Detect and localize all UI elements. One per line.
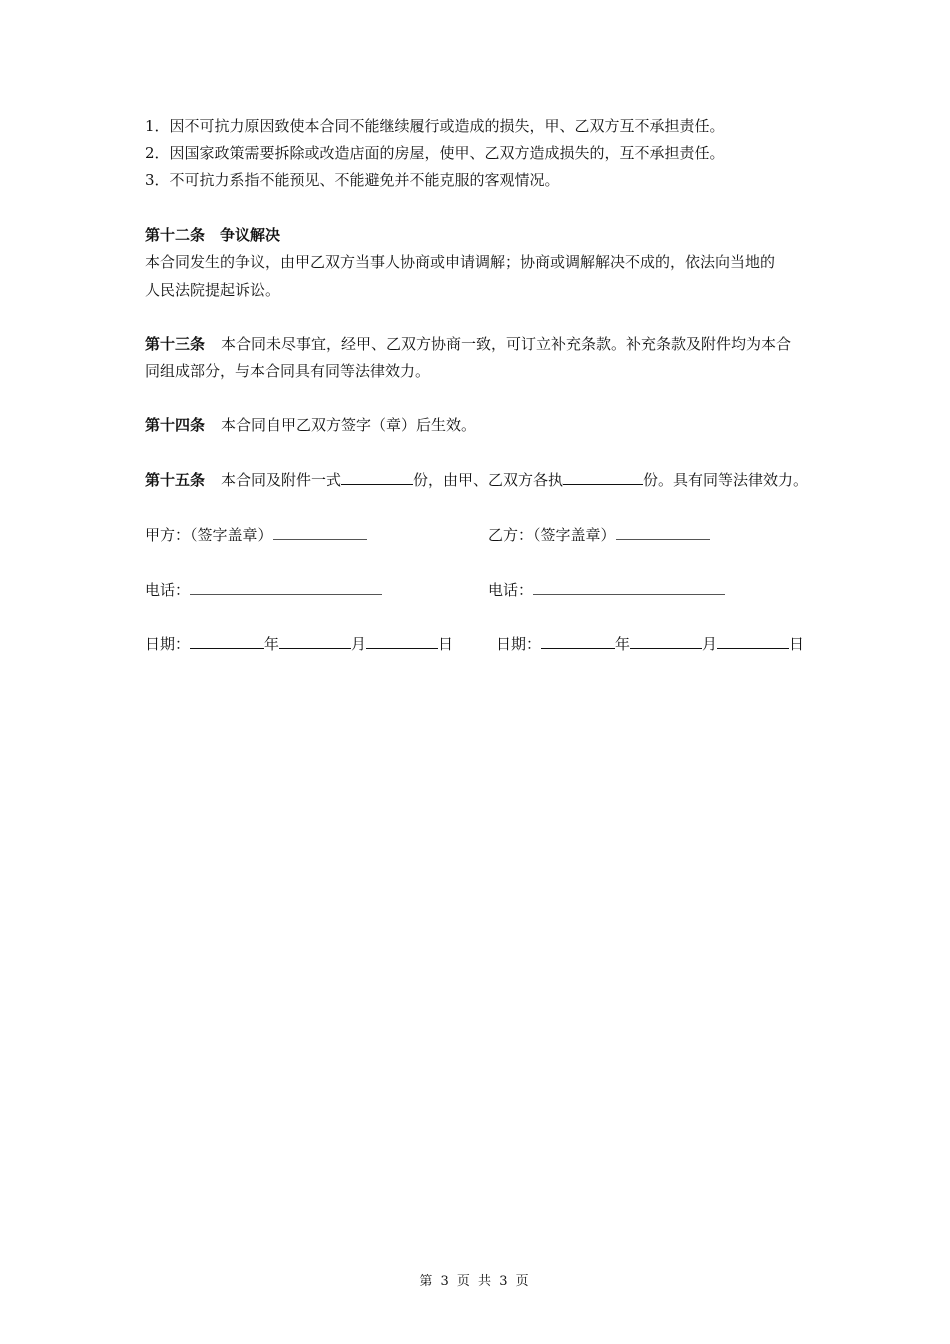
- party-a-label: 甲方：（签字盖章）: [145, 526, 273, 544]
- force-majeure-item-3: 3．不可抗力系指不能预见、不能避免并不能克服的客观情况。: [145, 171, 560, 189]
- party-a-day-label: 日: [438, 635, 454, 653]
- article-12-line-2: 人民法院提起诉讼。: [145, 281, 281, 299]
- party-b-year-blank[interactable]: [541, 634, 615, 649]
- party-a-signature-blank[interactable]: [273, 525, 367, 540]
- article-14-text: 本合同自甲乙双方签字（章）后生效。: [221, 416, 477, 434]
- article-13-line-2: 同组成部分，与本合同具有同等法律效力。: [145, 362, 431, 380]
- party-b-label: 乙方：（签字盖章）: [488, 526, 616, 544]
- party-b-signature: [488, 525, 710, 545]
- party-b-date-label: 日期：: [496, 635, 542, 653]
- party-a-phone: [145, 580, 382, 600]
- article-15: [145, 470, 808, 490]
- party-b-phone: [488, 580, 725, 600]
- party-a-signature: [145, 525, 367, 545]
- party-b-year-label: 年: [615, 635, 631, 653]
- party-b-month-blank[interactable]: [630, 634, 702, 649]
- party-a-phone-label: 电话：: [145, 581, 191, 599]
- force-majeure-item-2: 2．因国家政策需要拆除或改造店面的房屋，使甲、乙双方造成损失的，互不承担责任。: [145, 144, 725, 162]
- party-b-day-blank[interactable]: [717, 634, 789, 649]
- copies-total-blank[interactable]: [341, 470, 413, 485]
- article-14: [145, 415, 476, 435]
- article-15-label: 第十五条: [145, 471, 206, 489]
- article-15-text-a: 本合同及附件一式: [221, 471, 342, 489]
- party-b-day-label: 日: [789, 635, 805, 653]
- party-b-signature-blank[interactable]: [616, 525, 710, 540]
- party-b-phone-label: 电话：: [488, 581, 534, 599]
- article-12-line-1: 本合同发生的争议，由甲乙双方当事人协商或申请调解；协商或调解解决不成的，依法向当地的: [145, 253, 776, 271]
- article-13-line-1: [145, 334, 791, 354]
- article-14-label: 第十四条: [145, 416, 206, 434]
- party-a-month-label: 月: [351, 635, 367, 653]
- party-a-day-blank[interactable]: [366, 634, 438, 649]
- party-a-phone-blank[interactable]: [190, 580, 382, 595]
- article-12-heading: 第十二条 争议解决: [145, 226, 281, 244]
- party-a-year-blank[interactable]: [190, 634, 264, 649]
- copies-each-blank[interactable]: [563, 470, 643, 485]
- article-13-text: 本合同未尽事宜，经甲、乙双方协商一致，可订立补充条款。补充条款及附件均为本合: [221, 335, 792, 353]
- article-13-label: 第十三条: [145, 335, 206, 353]
- party-a-year-label: 年: [264, 635, 280, 653]
- party-a-date: [145, 634, 453, 654]
- force-majeure-item-1: 1．因不可抗力原因致使本合同不能继续履行或造成的损失，甲、乙双方互不承担责任。: [145, 117, 725, 135]
- article-15-text-b: 份，由甲、乙双方各执: [413, 471, 564, 489]
- party-b-month-label: 月: [702, 635, 718, 653]
- party-a-date-label: 日期：: [145, 635, 191, 653]
- party-a-month-blank[interactable]: [279, 634, 351, 649]
- article-15-text-c: 份。具有同等法律效力。: [643, 471, 809, 489]
- party-b-phone-blank[interactable]: [533, 580, 725, 595]
- page-number-footer: 第 3 页 共 3 页: [419, 1274, 531, 1289]
- party-b-date: [496, 634, 804, 654]
